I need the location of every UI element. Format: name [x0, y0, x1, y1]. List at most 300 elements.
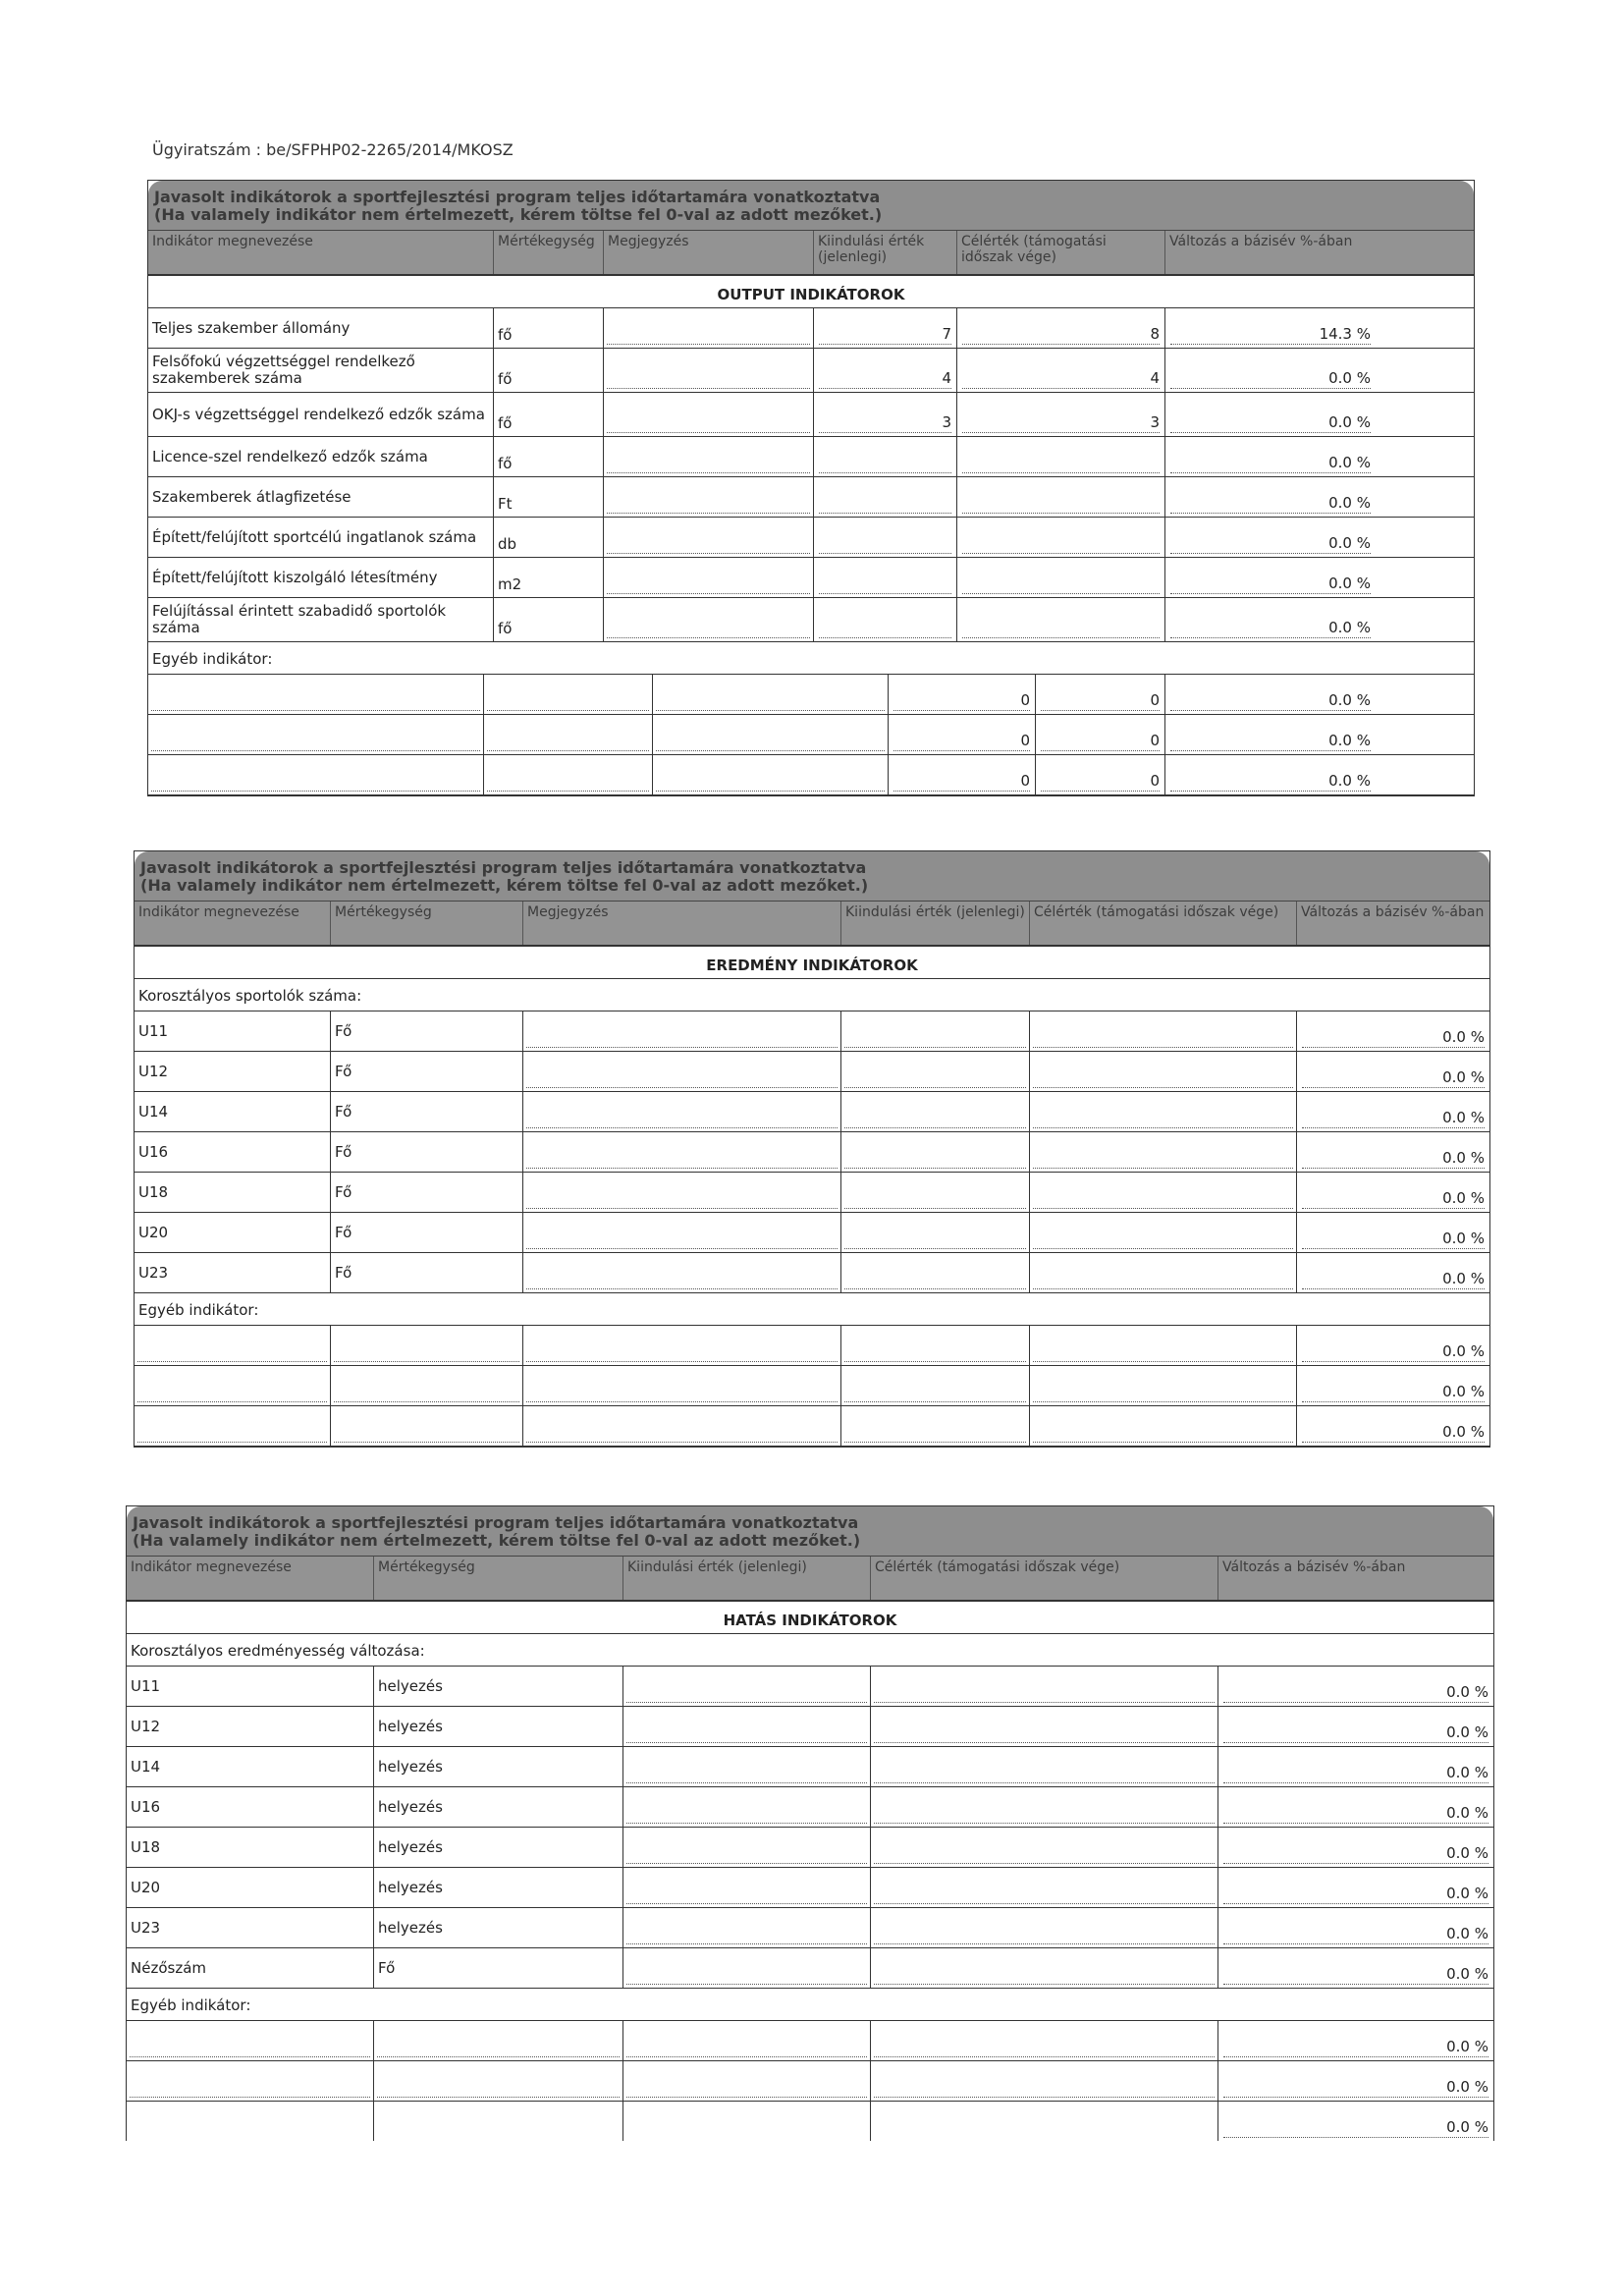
- unit: helyezés: [374, 1707, 623, 1746]
- target-value-field-line: [874, 2040, 1215, 2057]
- target-value-field[interactable]: [871, 2021, 1218, 2060]
- target-value-field-line: [874, 1806, 1215, 1824]
- note-field[interactable]: [523, 1011, 841, 1051]
- start-value-field[interactable]: [814, 437, 957, 476]
- note-field[interactable]: [604, 308, 814, 348]
- unit: fő: [494, 308, 604, 348]
- other-unit-field[interactable]: [331, 1366, 523, 1405]
- other-note-field[interactable]: [653, 755, 889, 794]
- start-value-field[interactable]: [841, 1011, 1030, 1051]
- change-percent-field-value: 0.0 %: [1223, 1764, 1488, 1783]
- change-percent-field[interactable]: [1218, 1908, 1493, 1947]
- change-percent-field[interactable]: [1218, 1787, 1493, 1827]
- banner-line-2: (Ha valamely indikátor nem értelmezett, kérem töltse fel 0-val az adott mezőket.): [133, 1531, 861, 1550]
- change-percent-field[interactable]: [1165, 755, 1376, 794]
- start-value-field[interactable]: [889, 755, 1036, 794]
- target-value-field-value: 4: [962, 369, 1160, 389]
- other-name-field[interactable]: [148, 675, 484, 714]
- table-row: [148, 437, 1474, 477]
- change-percent-field[interactable]: [1165, 308, 1376, 348]
- other-note-field[interactable]: [653, 675, 889, 714]
- change-percent-field[interactable]: [1218, 1948, 1493, 1988]
- other-name-field[interactable]: [148, 715, 484, 754]
- other-name-field-line: [137, 1344, 327, 1362]
- start-value-field-value: 0: [893, 691, 1030, 711]
- target-value-field[interactable]: [1036, 675, 1165, 714]
- other-note-field-line: [526, 1425, 838, 1443]
- change-percent-field-value: 0.0 %: [1223, 1804, 1488, 1824]
- start-value-field-line: [844, 1030, 1026, 1048]
- target-value-field-line: [1033, 1272, 1293, 1289]
- start-value-field[interactable]: [814, 308, 957, 348]
- other-unit-field[interactable]: [331, 1406, 523, 1446]
- start-value-field[interactable]: [623, 1667, 871, 1706]
- other-unit-field[interactable]: [484, 755, 653, 794]
- target-value-field[interactable]: [871, 1667, 1218, 1706]
- change-percent-field-value: 0.0 %: [1223, 1844, 1488, 1864]
- indicator-name: U14: [127, 1747, 374, 1786]
- change-percent-field-value: 0.0 %: [1302, 1068, 1485, 1088]
- target-value-field[interactable]: [871, 1908, 1218, 1947]
- target-value-field[interactable]: [957, 437, 1165, 476]
- change-percent-field[interactable]: [1165, 715, 1376, 754]
- change-percent-field[interactable]: [1165, 349, 1376, 392]
- note-field-line: [607, 415, 810, 433]
- other-name-field[interactable]: [127, 2061, 374, 2101]
- other-note-field-line: [656, 774, 885, 792]
- empty-cell[interactable]: [871, 2102, 1218, 2141]
- start-value-field[interactable]: [841, 1366, 1030, 1405]
- column-header: Változás a bázisév %-ában: [1301, 904, 1485, 920]
- other-unit-field[interactable]: [374, 2061, 623, 2101]
- change-percent-field-value: 0.0 %: [1170, 772, 1371, 792]
- other-name-field-line: [151, 774, 480, 792]
- target-value-field-line: [1033, 1344, 1293, 1362]
- other-indicator-row: [127, 2021, 1493, 2061]
- start-value-field-value: [819, 535, 951, 554]
- other-note-field[interactable]: [653, 715, 889, 754]
- change-percent-field-value: 0.0 %: [1302, 1383, 1485, 1402]
- note-field-line: [607, 327, 810, 345]
- table-row: [135, 1092, 1489, 1132]
- column-header: Indikátor megnevezése: [148, 231, 494, 274]
- target-value-field-line: [874, 2080, 1215, 2098]
- start-value-field-line: [844, 1151, 1026, 1169]
- target-value-field-line: [874, 1685, 1215, 1703]
- start-value-field[interactable]: [814, 558, 957, 597]
- start-value-field[interactable]: [623, 1787, 871, 1827]
- start-value-field-value: 4: [819, 369, 951, 389]
- target-value-field[interactable]: [871, 1948, 1218, 1988]
- start-value-field-value: [819, 455, 951, 473]
- note-field[interactable]: [523, 1213, 841, 1252]
- other-name-field-line: [130, 2040, 370, 2057]
- empty-cell[interactable]: [127, 2102, 374, 2141]
- start-value-field-value: [819, 620, 951, 638]
- change-percent-field-value: 0.0 %: [1223, 1925, 1488, 1944]
- other-note-field[interactable]: [523, 1326, 841, 1365]
- start-value-field[interactable]: [814, 518, 957, 557]
- target-value-field-line: [1033, 1070, 1293, 1088]
- target-value-field-line: [1033, 1030, 1293, 1048]
- start-value-field[interactable]: [841, 1173, 1030, 1212]
- start-value-field[interactable]: [814, 477, 957, 517]
- note-field[interactable]: [604, 518, 814, 557]
- change-percent-field[interactable]: [1297, 1406, 1489, 1446]
- target-value-field-line: [1033, 1231, 1293, 1249]
- start-value-field-line: [626, 1685, 867, 1703]
- change-percent-field[interactable]: [1218, 1828, 1493, 1867]
- target-value-field[interactable]: [1030, 1052, 1297, 1091]
- change-percent-field[interactable]: [1218, 1747, 1493, 1786]
- column-header: Kiindulási érték (jelenlegi): [814, 231, 957, 274]
- target-value-field[interactable]: [957, 393, 1165, 436]
- other-note-field[interactable]: [523, 1406, 841, 1446]
- target-value-field[interactable]: [957, 477, 1165, 517]
- unit: Ft: [494, 477, 604, 517]
- target-value-field[interactable]: [1030, 1253, 1297, 1292]
- note-field-line: [526, 1030, 838, 1048]
- start-value-field-line: [844, 1070, 1026, 1088]
- change-percent-field[interactable]: [1165, 558, 1376, 597]
- target-value-field-line: [874, 1766, 1215, 1783]
- change-percent-field-value: 0.0 %: [1302, 1423, 1485, 1443]
- unit: fő: [494, 598, 604, 641]
- change-percent-field-value: 0.0 %: [1170, 732, 1371, 751]
- note-field[interactable]: [604, 349, 814, 392]
- start-value-field[interactable]: [814, 349, 957, 392]
- note-field-line: [526, 1151, 838, 1169]
- unit: Fő: [331, 1092, 523, 1131]
- case-number: Ügyiratszám : be/SFPHP02-2265/2014/MKOSZ: [152, 140, 514, 159]
- output-header-row: [148, 231, 1474, 276]
- change-percent-field[interactable]: [1297, 1052, 1489, 1091]
- change-percent-field[interactable]: [1218, 1707, 1493, 1746]
- change-percent-field[interactable]: [1297, 1173, 1489, 1212]
- start-value-field[interactable]: [889, 675, 1036, 714]
- note-field-line: [526, 1191, 838, 1209]
- target-value-field[interactable]: [1030, 1092, 1297, 1131]
- change-percent-field[interactable]: [1297, 1366, 1489, 1405]
- table-row: [148, 308, 1474, 349]
- change-percent-field[interactable]: [1218, 2021, 1493, 2060]
- impact-rows: [127, 1667, 1493, 1989]
- start-value-field[interactable]: [623, 2021, 871, 2060]
- start-value-field-line: [626, 1725, 867, 1743]
- table-row: [148, 349, 1474, 393]
- change-percent-field[interactable]: [1165, 437, 1376, 476]
- change-percent-field-value: 0.0 %: [1302, 1149, 1485, 1169]
- start-value-field-line: [844, 1231, 1026, 1249]
- target-value-field[interactable]: [871, 2061, 1218, 2101]
- start-value-field-value: 0: [893, 732, 1030, 751]
- change-percent-field-value: 0.0 %: [1223, 1723, 1488, 1743]
- unit: Fő: [331, 1173, 523, 1212]
- column-header: Célérték (támogatási időszak vége): [957, 231, 1165, 274]
- banner-line-1: Javasolt indikátorok a sportfejlesztési program teljes időtartamára vonatkoztatva: [154, 188, 881, 206]
- other-indicator-row: [148, 755, 1474, 795]
- other-indicator-row: [135, 1366, 1489, 1406]
- target-value-field-value: 0: [1041, 691, 1160, 711]
- change-percent-field-value: 0.0 %: [1223, 1885, 1488, 1904]
- other-name-field[interactable]: [135, 1366, 331, 1405]
- target-value-field[interactable]: [957, 518, 1165, 557]
- note-field-line: [607, 621, 810, 638]
- target-value-field[interactable]: [957, 349, 1165, 392]
- target-value-field[interactable]: [871, 1747, 1218, 1786]
- target-value-field[interactable]: [1030, 1173, 1297, 1212]
- change-percent-field[interactable]: [1297, 1092, 1489, 1131]
- start-value-field-value: [819, 495, 951, 514]
- target-value-field[interactable]: [957, 308, 1165, 348]
- other-unit-field[interactable]: [374, 2021, 623, 2060]
- start-value-field-line: [626, 2080, 867, 2098]
- table-row: [127, 1828, 1493, 1868]
- note-field[interactable]: [604, 598, 814, 641]
- note-field[interactable]: [523, 1253, 841, 1292]
- indicator-name: Teljes szakember állomány: [148, 308, 494, 348]
- target-value-field[interactable]: [957, 598, 1165, 641]
- column-header: Változás a bázisév %-ában: [1222, 1559, 1406, 1575]
- other-name-field[interactable]: [127, 2021, 374, 2060]
- table-row: [127, 1787, 1493, 1828]
- change-percent-field-value: 0.0 %: [1170, 369, 1371, 389]
- start-value-field[interactable]: [889, 715, 1036, 754]
- table-row: [148, 558, 1474, 598]
- change-percent-field-value: 0.0 %: [1302, 1230, 1485, 1249]
- other-unit-field-line: [334, 1344, 519, 1362]
- change-percent-field-value: 0.0 %: [1302, 1109, 1485, 1128]
- indicator-name: U11: [135, 1011, 331, 1051]
- unit: helyezés: [374, 1828, 623, 1867]
- start-value-field[interactable]: [623, 1747, 871, 1786]
- other-indicator-row: [148, 675, 1474, 715]
- banner-line-1: Javasolt indikátorok a sportfejlesztési program teljes időtartamára vonatkoztatva: [133, 1513, 859, 1532]
- output-banner: [148, 181, 1474, 231]
- other-name-field-line: [130, 2080, 370, 2098]
- target-value-field-value: [962, 620, 1160, 638]
- unit: fő: [494, 393, 604, 436]
- unit: db: [494, 518, 604, 557]
- unit: helyezés: [374, 1787, 623, 1827]
- note-field[interactable]: [604, 437, 814, 476]
- note-field[interactable]: [604, 558, 814, 597]
- other-unit-field[interactable]: [484, 715, 653, 754]
- unit: Fő: [331, 1132, 523, 1172]
- note-field[interactable]: [523, 1132, 841, 1172]
- unit: helyezés: [374, 1747, 623, 1786]
- other-unit-field-line: [487, 734, 649, 751]
- column-header: Mértékegység: [331, 902, 523, 945]
- table-row: [127, 1707, 1493, 1747]
- column-header: Változás a bázisév %-ában: [1169, 234, 1353, 249]
- note-field[interactable]: [604, 393, 814, 436]
- change-percent-field-value: 14.3 %: [1170, 325, 1371, 345]
- unit: helyezés: [374, 1868, 623, 1907]
- note-field[interactable]: [604, 477, 814, 517]
- target-value-field[interactable]: [871, 1868, 1218, 1907]
- target-value-field[interactable]: [1030, 1213, 1297, 1252]
- target-value-field-value: [962, 455, 1160, 473]
- start-value-field[interactable]: [841, 1132, 1030, 1172]
- note-field-line: [607, 536, 810, 554]
- start-value-field[interactable]: [814, 598, 957, 641]
- start-value-field[interactable]: [623, 1868, 871, 1907]
- start-value-field-line: [844, 1272, 1026, 1289]
- start-value-field[interactable]: [623, 1908, 871, 1947]
- other-note-field-line: [656, 693, 885, 711]
- other-unit-field[interactable]: [331, 1326, 523, 1365]
- change-percent-field-value: 0.0 %: [1223, 2038, 1488, 2057]
- unit: m2: [494, 558, 604, 597]
- other-name-field[interactable]: [135, 1326, 331, 1365]
- change-percent-field[interactable]: [1297, 1132, 1489, 1172]
- other-name-field-line: [137, 1385, 327, 1402]
- note-field[interactable]: [523, 1092, 841, 1131]
- change-percent-field[interactable]: [1218, 2061, 1493, 2101]
- other-name-field[interactable]: [135, 1406, 331, 1446]
- target-value-field[interactable]: [871, 1787, 1218, 1827]
- target-value-field-value: [962, 575, 1160, 594]
- empty-cell[interactable]: [374, 2102, 623, 2141]
- note-field-line: [526, 1070, 838, 1088]
- target-value-field[interactable]: [1036, 755, 1165, 794]
- target-value-field[interactable]: [1030, 1406, 1297, 1446]
- indicator-name: U11: [127, 1667, 374, 1706]
- change-percent-field[interactable]: [1218, 1667, 1493, 1706]
- start-value-field-line: [626, 2040, 867, 2057]
- start-value-field-line: [626, 1967, 867, 1985]
- output-rows: [148, 308, 1474, 642]
- start-value-field[interactable]: [814, 393, 957, 436]
- target-value-field-line: [1033, 1151, 1293, 1169]
- indicator-name: U16: [135, 1132, 331, 1172]
- target-value-field[interactable]: [1030, 1011, 1297, 1051]
- target-value-field[interactable]: [871, 1707, 1218, 1746]
- target-value-field-line: [874, 1967, 1215, 1985]
- target-value-field[interactable]: [1030, 1366, 1297, 1405]
- table-row: [135, 1132, 1489, 1173]
- other-name-field[interactable]: [148, 755, 484, 794]
- other-name-field-line: [151, 693, 480, 711]
- start-value-field-line: [626, 1806, 867, 1824]
- target-value-field[interactable]: [957, 558, 1165, 597]
- table-row: [127, 1948, 1493, 1989]
- unit: helyezés: [374, 1908, 623, 1947]
- impact-section-title: HATÁS INDIKÁTOROK: [127, 1602, 1493, 1634]
- change-percent-field[interactable]: [1165, 477, 1376, 517]
- result-other-rows: [135, 1326, 1489, 1447]
- start-value-field[interactable]: [623, 1948, 871, 1988]
- change-percent-field[interactable]: [1218, 2102, 1493, 2141]
- change-percent-field[interactable]: [1297, 1213, 1489, 1252]
- other-note-field-line: [656, 734, 885, 751]
- note-field[interactable]: [523, 1173, 841, 1212]
- banner-line-1: Javasolt indikátorok a sportfejlesztési program teljes időtartamára vonatkoztatva: [140, 858, 867, 877]
- target-value-field[interactable]: [1030, 1326, 1297, 1365]
- target-value-field[interactable]: [871, 1828, 1218, 1867]
- output-other-label: Egyéb indikátor:: [148, 642, 1474, 675]
- change-percent-field-value: 0.0 %: [1170, 691, 1371, 711]
- change-percent-field[interactable]: [1165, 675, 1376, 714]
- table-row: [127, 1868, 1493, 1908]
- table-row: [127, 1667, 1493, 1707]
- change-percent-field-value: 0.0 %: [1170, 619, 1371, 638]
- note-field[interactable]: [523, 1052, 841, 1091]
- start-value-field[interactable]: [841, 1213, 1030, 1252]
- result-other-label: Egyéb indikátor:: [135, 1293, 1489, 1326]
- indicator-name: Épített/felújított sportcélú ingatlanok száma: [148, 518, 494, 557]
- change-percent-field-value: 0.0 %: [1223, 2078, 1488, 2098]
- change-percent-field[interactable]: [1218, 1868, 1493, 1907]
- start-value-field[interactable]: [841, 1326, 1030, 1365]
- indicator-name: Szakemberek átlagfizetése: [148, 477, 494, 517]
- change-percent-field[interactable]: [1165, 598, 1376, 641]
- target-value-field[interactable]: [1036, 715, 1165, 754]
- target-value-field-line: [874, 1927, 1215, 1944]
- start-value-field[interactable]: [841, 1406, 1030, 1446]
- unit: fő: [494, 437, 604, 476]
- result-header-row: [135, 902, 1489, 947]
- impact-other-label: Egyéb indikátor:: [127, 1989, 1493, 2021]
- start-value-field[interactable]: [623, 1707, 871, 1746]
- change-percent-field[interactable]: [1297, 1326, 1489, 1365]
- start-value-field-line: [626, 1927, 867, 1944]
- other-name-field-line: [151, 734, 480, 751]
- empty-cell[interactable]: [623, 2102, 871, 2141]
- indicator-name: U14: [135, 1092, 331, 1131]
- start-value-field-value: 3: [819, 413, 951, 433]
- start-value-field[interactable]: [841, 1092, 1030, 1131]
- start-value-field-line: [844, 1191, 1026, 1209]
- change-percent-field[interactable]: [1297, 1011, 1489, 1051]
- change-percent-field-value: 0.0 %: [1302, 1270, 1485, 1289]
- start-value-field[interactable]: [623, 1828, 871, 1867]
- indicator-name: U12: [127, 1707, 374, 1746]
- result-banner: [135, 851, 1489, 902]
- change-percent-field[interactable]: [1165, 518, 1376, 557]
- start-value-field[interactable]: [623, 2061, 871, 2101]
- other-note-field-line: [526, 1385, 838, 1402]
- indicator-name: Épített/felújított kiszolgáló létesítmény: [148, 558, 494, 597]
- table-row: [148, 598, 1474, 642]
- target-value-field[interactable]: [1030, 1132, 1297, 1172]
- other-indicator-row: [135, 1406, 1489, 1447]
- target-value-field-value: 3: [962, 413, 1160, 433]
- impact-header-row: [127, 1557, 1493, 1602]
- indicator-name: OKJ-s végzettséggel rendelkező edzők száma: [148, 393, 494, 436]
- table-row: [127, 1747, 1493, 1787]
- impact-banner: [127, 1506, 1493, 1557]
- note-field-line: [607, 371, 810, 389]
- other-indicator-row: [148, 715, 1474, 755]
- start-value-field[interactable]: [841, 1052, 1030, 1091]
- target-value-field-line: [1033, 1385, 1293, 1402]
- indicator-name: U16: [127, 1787, 374, 1827]
- other-unit-field[interactable]: [484, 675, 653, 714]
- start-value-field-line: [844, 1385, 1026, 1402]
- start-value-field-line: [626, 1886, 867, 1904]
- table-row: [148, 477, 1474, 518]
- start-value-field[interactable]: [841, 1253, 1030, 1292]
- other-note-field[interactable]: [523, 1366, 841, 1405]
- target-value-field-value: 8: [962, 325, 1160, 345]
- output-indicators-block: [147, 180, 1475, 796]
- change-percent-field[interactable]: [1165, 393, 1376, 436]
- target-value-field-line: [874, 1886, 1215, 1904]
- change-percent-field[interactable]: [1297, 1253, 1489, 1292]
- indicator-name: U18: [127, 1828, 374, 1867]
